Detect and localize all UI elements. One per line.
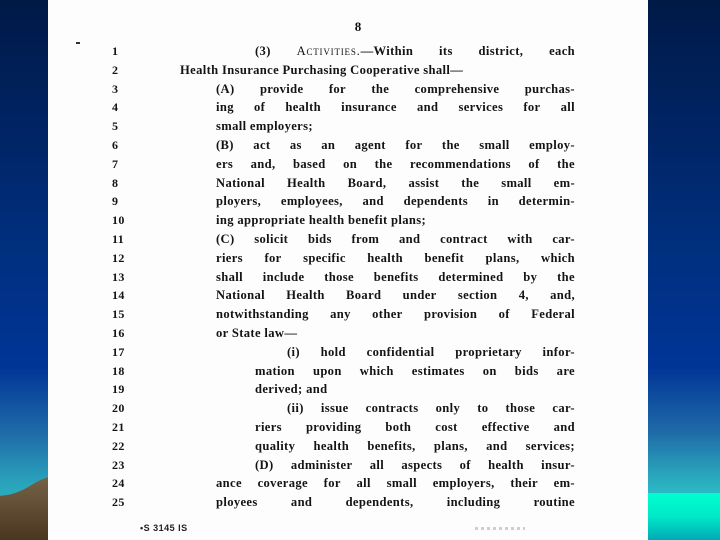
word: provide	[259, 81, 304, 96]
line-number: 3	[112, 81, 119, 96]
word: of	[254, 100, 266, 115]
document-line	[48, 364, 648, 382]
document-line	[48, 495, 648, 513]
word: those	[505, 401, 536, 416]
word: ployees	[216, 495, 258, 510]
line-text	[216, 476, 575, 491]
document-line	[48, 382, 648, 400]
word: small	[479, 138, 510, 152]
document-line	[48, 100, 648, 118]
line-number: 19	[112, 382, 125, 397]
word: both	[385, 420, 412, 434]
word: insurance	[341, 100, 397, 115]
line-text	[216, 270, 575, 285]
word: Health Insurance Purchasing Cooperative shall—	[180, 62, 464, 77]
word: the	[374, 156, 393, 171]
word: upon	[312, 363, 342, 378]
word: notwithstanding	[216, 307, 309, 322]
word: estimates	[411, 363, 465, 378]
line-number: 20	[112, 401, 125, 416]
word: plans,	[433, 438, 468, 453]
word: (3)	[255, 44, 271, 58]
word: based	[293, 156, 326, 171]
word: (B)	[216, 138, 234, 152]
document-line	[48, 213, 648, 231]
word: (ii)	[287, 401, 304, 416]
document-line	[48, 194, 648, 212]
line-text	[216, 495, 575, 510]
word: benefits,	[367, 438, 416, 453]
document-line	[48, 82, 648, 100]
line-text	[216, 307, 575, 322]
line-text	[287, 401, 575, 416]
line-number: 8	[112, 175, 119, 190]
document-page	[48, 0, 648, 540]
word: National	[216, 175, 265, 190]
document-line	[48, 345, 648, 363]
word: (i)	[287, 344, 300, 359]
line-number: 22	[112, 438, 125, 453]
word: which	[541, 250, 575, 265]
line-text	[255, 439, 575, 454]
word: riers	[255, 420, 282, 434]
word: purchas-	[524, 81, 575, 96]
line-text	[216, 194, 575, 209]
word: administer	[290, 457, 353, 472]
word: health	[285, 100, 322, 115]
line-number: 4	[112, 100, 119, 115]
word: under	[402, 288, 437, 303]
word: health	[367, 250, 403, 265]
word: agent	[354, 138, 386, 152]
word: Board	[346, 288, 382, 303]
line-number: 1	[112, 44, 119, 58]
word: or State law—	[216, 326, 298, 340]
document-line	[48, 157, 648, 175]
word: those	[324, 269, 354, 284]
word: benefit	[424, 250, 465, 265]
line-number: 11	[112, 232, 125, 246]
line-number: 12	[112, 250, 125, 265]
word: for	[405, 138, 423, 152]
word: contract	[440, 232, 488, 246]
line-text	[216, 100, 575, 115]
line-number: 16	[112, 326, 125, 340]
bill-identifier: •S 3145 IS	[140, 523, 188, 533]
word: for	[323, 476, 341, 491]
word: providing	[305, 420, 362, 434]
word: dependents	[403, 194, 468, 209]
word: the	[371, 81, 390, 96]
word: benefits	[373, 269, 419, 284]
word: Health	[286, 288, 325, 303]
word: quality	[255, 438, 296, 453]
word: insur-	[541, 457, 575, 472]
document-line	[48, 401, 648, 419]
line-number: 17	[112, 344, 125, 359]
word: and	[553, 420, 575, 434]
document-line	[48, 63, 648, 81]
word: district,	[478, 44, 524, 58]
document-line	[48, 420, 648, 438]
word: and	[290, 495, 313, 510]
word: each	[549, 44, 575, 58]
word: which	[359, 363, 394, 378]
line-number: 21	[112, 420, 125, 434]
word: small	[501, 175, 532, 190]
line-number: 6	[112, 138, 119, 152]
word: Health	[287, 175, 326, 190]
word: 4,	[518, 288, 529, 303]
word: riers	[216, 250, 243, 265]
word: small	[386, 476, 417, 491]
word: and	[416, 100, 439, 115]
line-number: 7	[112, 156, 119, 171]
line-number: 18	[112, 363, 125, 378]
word: an	[321, 138, 336, 152]
line-text	[287, 345, 575, 360]
footer-scan-artifact	[475, 527, 525, 530]
word: the	[557, 156, 575, 171]
word: cost	[435, 420, 458, 434]
word: provision	[423, 307, 478, 322]
document-line	[48, 288, 648, 306]
word: health	[488, 457, 524, 472]
word: derived; and	[255, 382, 328, 397]
word: (A)	[216, 81, 235, 96]
word: bids	[307, 232, 332, 246]
word: and,	[250, 156, 276, 171]
word: ployers,	[216, 194, 262, 209]
line-number: 25	[112, 495, 125, 510]
word: with	[507, 232, 533, 246]
document-line	[48, 119, 648, 137]
line-number: 24	[112, 476, 125, 491]
line-text	[180, 63, 575, 78]
document-line	[48, 251, 648, 269]
word: effective	[481, 420, 530, 434]
word: of	[498, 307, 510, 322]
word: issue	[320, 401, 349, 416]
word: ance	[216, 476, 242, 491]
word: specific	[303, 250, 346, 265]
word: on	[343, 156, 358, 171]
line-number: 5	[112, 119, 119, 134]
word: are	[556, 363, 575, 378]
line-text	[255, 44, 575, 59]
word: services;	[525, 438, 575, 453]
word: small employers;	[216, 119, 313, 134]
background-cyan-accent	[648, 493, 720, 540]
word: as	[289, 138, 302, 152]
word: its	[439, 44, 453, 58]
word: car-	[552, 401, 575, 416]
word: in	[487, 194, 499, 209]
word: employees,	[280, 194, 343, 209]
line-text	[216, 176, 575, 191]
word: of	[528, 156, 540, 171]
word: act	[253, 138, 271, 152]
word: and	[398, 232, 421, 246]
word: mation	[255, 363, 295, 378]
word: contracts	[365, 401, 419, 416]
word: recommendations	[409, 156, 511, 171]
word: ing	[216, 100, 234, 115]
word: routine	[533, 495, 575, 510]
page-number: 8	[354, 19, 362, 34]
word: section	[457, 288, 498, 303]
word: by	[523, 269, 538, 284]
word: their	[510, 476, 538, 491]
word: of	[459, 457, 471, 472]
line-number: 14	[112, 288, 125, 303]
line-text	[255, 420, 575, 435]
word: em-	[553, 476, 575, 491]
word: any	[330, 307, 351, 322]
word: (D)	[255, 457, 274, 472]
document-line	[48, 439, 648, 457]
word: ers	[216, 156, 234, 171]
word: infor-	[542, 344, 575, 359]
line-text	[216, 251, 575, 266]
word: on	[482, 363, 497, 378]
line-text	[216, 288, 575, 303]
word: from	[351, 232, 380, 246]
word: all	[369, 457, 385, 472]
line-text	[216, 82, 575, 97]
line-number: 9	[112, 194, 119, 209]
document-line	[48, 458, 648, 476]
word: the	[441, 138, 460, 152]
word: National	[216, 288, 265, 303]
word: health	[313, 438, 350, 453]
word: coverage	[257, 476, 308, 491]
word: plans,	[485, 250, 520, 265]
line-text	[216, 119, 575, 134]
word: bids	[514, 363, 539, 378]
document-line	[48, 307, 648, 325]
word: to	[477, 401, 489, 416]
document-line	[48, 326, 648, 344]
line-text	[216, 157, 575, 172]
word: confidential	[366, 344, 435, 359]
word: employ-	[529, 138, 575, 152]
line-text	[255, 382, 575, 397]
word: assist	[408, 175, 440, 190]
word: em-	[553, 175, 575, 190]
word: the	[461, 175, 480, 190]
word: (C)	[216, 232, 235, 246]
word: Board,	[347, 175, 387, 190]
word: and	[362, 194, 384, 209]
line-text	[216, 326, 575, 341]
word: Federal	[531, 307, 575, 322]
document-line	[48, 176, 648, 194]
word: determined	[438, 269, 504, 284]
word: for	[523, 100, 541, 115]
line-text	[216, 232, 575, 247]
word: employers,	[432, 476, 495, 491]
word: dependents,	[345, 495, 414, 510]
document-line	[48, 232, 648, 250]
word: and,	[550, 288, 575, 303]
line-text	[216, 213, 575, 228]
line-number: 23	[112, 457, 125, 472]
line-text	[255, 458, 575, 473]
word: comprehensive	[414, 81, 500, 96]
line-number: 13	[112, 269, 125, 284]
word: the	[557, 269, 575, 284]
word: all	[356, 476, 371, 491]
word: for	[328, 81, 346, 96]
line-number: 15	[112, 307, 125, 322]
word: aspects	[401, 457, 443, 472]
word: services	[458, 100, 504, 115]
word: and	[486, 438, 508, 453]
line-number: 10	[112, 213, 125, 228]
word: only	[435, 401, 461, 416]
document-line	[48, 44, 648, 62]
document-line	[48, 138, 648, 156]
word: all	[560, 100, 575, 115]
word: shall	[216, 269, 243, 284]
word: proprietary	[455, 344, 522, 359]
document-line	[48, 270, 648, 288]
word: including	[446, 495, 501, 510]
line-number: 2	[112, 62, 119, 77]
word: Activities.—Within	[296, 44, 414, 58]
background-right-band	[648, 0, 720, 540]
word: hold	[320, 344, 346, 359]
document-line	[48, 476, 648, 494]
word: for	[264, 250, 282, 265]
word: determin-	[518, 194, 575, 209]
word: include	[262, 269, 305, 284]
word: ing appropriate health benefit plans;	[216, 213, 427, 228]
word: other	[372, 307, 403, 322]
line-text	[216, 138, 575, 153]
line-text	[255, 364, 575, 379]
word: car-	[552, 232, 575, 246]
word: solicit	[254, 232, 289, 246]
